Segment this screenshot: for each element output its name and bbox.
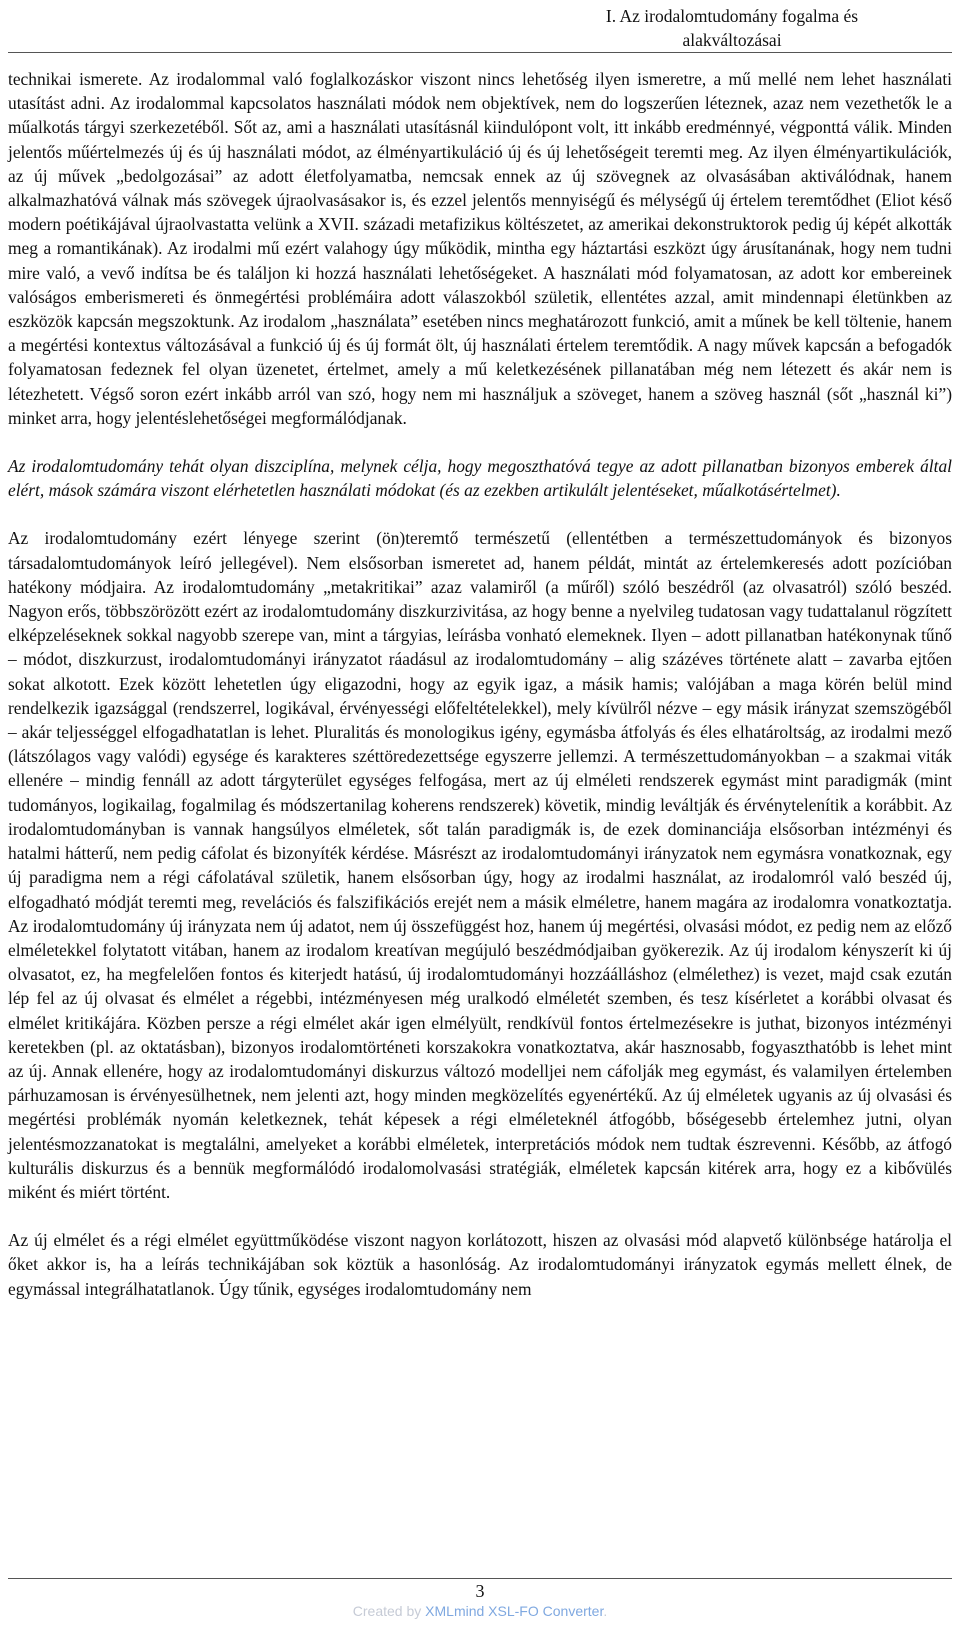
credit-suffix: . [603,1603,608,1619]
header-title-line-2: alakváltozásai [682,30,782,50]
paragraph-4: Az új elmélet és a régi elmélet együttműködése viszont nagyon korlátozott, hiszen az olvasási mód alapvető különbsége határolja el őket akkor is, ha a leírás technikájában sok köztük a hasonlóság. Az irodalomtudományi irányzatok egymás mellett élnek, de egymással integrálhatatlanok. Úgy tűnik, egységes irodalomtudomány nem [8,1230,952,1299]
header-divider [8,52,952,53]
running-header [532,4,932,52]
page-number: 3 [475,1581,485,1601]
body-text [8,67,952,1325]
generator-credit [0,1603,960,1619]
header-title-line-1: I. Az irodalomtudomány fogalma és [605,6,859,26]
credit-prefix: Created by [352,1603,426,1619]
paragraph-1: technikai ismerete. Az irodalommal való foglalkozáskor viszont nincs lehetőség ilyen ismeretre, a mű mellé nem lehet használati utasítást adni. Az irodalommal kapcsolatos használati módok nem objektívek, nem do logszerűen léteznek, azaz nem vezethetők le a műalkotás tárgyi szerkezetéből. Sőt az, ami a használati utasításnál kiindulópont volt, itt inkább eredménnyé, végponttá válik. Minden jelentős műértelmezés új és új használati módot, az élményartikuláció új és új lehetőségeit teremti meg. Az ilyen élményartikulációk, az új művek „bedolgozásai” az adott életfolyamatba, nemcsak ennek az új szövegnek az olvasásában aktiválódnak, hanem alkalmazhatóvá válnak más szövegek újraolvasásakor is, és ezzel jelentős mennyiségű és mélységű új értelem teremtődhet (Eliot késő modern poétikájával újraolvastatta velünk a XVII. századi metafizikus költészetet, az amerikai dekonstruktorok pedig új képét alkották meg a romantikának). Az irodalmi mű ezért valahogy úgy működik, mintha egy háztartási eszközt úgy árusítanának, hogy nem tudni mire való, a vevő indítsa be és találjon ki hozzá használati lehetőségeket. A használati mód folyamatosan, az adott kor embereinek valóságos emberismereti és önmegértési problémáira adott válaszokból születik, ellentétes azzal, amit mindennapi életünkben az eszközök kapcsán megszoktunk. Az irodalom „használata” esetében nincs meghatározott funkció, amit a műnek be kell töltenie, hanem a megértési kontextus változásával a funkció új és új formát ölt, új használati értelem teremtődik. A nagy művek kapcsán a befogadók folyamatosan fedeznek fel olyan üzenetet, értelmet, amely a mű keletkezésének pillanatában még nem létezett és akár nem is létezhetett. Végső soron ezért inkább arról van szó, hogy nem mi használjuk a szöveget, hanem a szöveg használ (sőt „használ ki”) minket arra, hogy jelentéslehetőségei megformálódjanak. [8,69,952,428]
footer-divider [8,1578,952,1579]
paragraph-3: Az irodalomtudomány ezért lényege szerint (ön)teremtő természetű (ellentétben a természettudományok és bizonyos társadalomtudományok leíró jellegével). Nem elsősorban ismeretet ad, hanem példát, mintát az értelemkeresés adott pozícióban hatékony módjaira. Az irodalomtudomány „metakritikai” azaz valamiről (a műről) szóló beszédről (az olvasatról) szóló beszéd. Nagyon erős, többszörözött ezért az irodalomtudomány diszkurzivitása, az hogy benne a nyelvileg tudatosan vagy tudattalanul rögzített elképzeléseknek sokkal nagyobb szerepe van, mint a tárgyias, leírásba vonható elemeknek. Ilyen – adott pillanatban hatékonynak tűnő – módot, diszkurzust, irodalomtudományi irányzatot ráadásul az irodalomtudomány – alig százéves története alatt – zavarba ejtően sokat alkotott. Ezek között lehetetlen úgy eligazodni, hogy az egyik igaz, a másik hamis; valójában a maga körén belül mind rendelkezik igazsággal (rendszerrel, logikával, érvényességi előfeltételekkel), mely kívülről nézve – egy másik irányzat szemszögéből – akár teljességgel elfogadhatatlan is lehet. Pluralitás és monologikus igény, egymásba átfolyás és éles elhatároltság, az irodalmi mező (látszólagos vagy valódi) egysége és karakteres széttöredezettsége egyszerre jellemzi. A természettudományokban – a szakmai viták ellenére – mindig fennáll az adott tárgyterület egységes felfogása, mert az új elméleti rendszerek egymást mint paradigmák (mint tudományos, logikailag, fogalmilag és módszertanilag koherens rendszerek) követik, mindig leváltják és érvénytelenítik a korábbit. Az irodalomtudományban is vannak hangsúlyos elméletek, sőt talán paradigmák is, de ezek dominanciája elsősorban intézményi és hatalmi hátterű, nem pedig cáfolat és bizonyíték kérdése. Másrészt az irodalomtudományi irányzatok nem egymásra vonatkoznak, egy új paradigma nem a régi cáfolatával születik, hanem elsősorban úgy, hogy az irodalmi használat, az irodalomról való beszéd új, elfogadható módját teremti meg, revelációs és falszifikációs erejét nem a másik elméletre, hanem magára az irodalomra vonatkoztatja. Az irodalomtudomány új irányzata nem új adatot, nem új összefüggést hoz, hanem új megértési, olvasási módot, ez pedig nem az előző elméletekkel folytatott vitában, hanem az irodalom kreatívan megújuló beszédmódjaiban gyökerezik. Az új irodalom kényszerít ki új olvasatot, ez, ha megfelelően fontos és kiterjedt hatású, új irodalomtudományi hozzáálláshoz (elmélethez) is vezet, majd csak ezután lép fel az új olvasat és elmélet a régebbi, intézményesen még uralkodó elméletét szemben, és tesz kísérletet a korábbi olvasat és elmélet kritikájára. Közben persze a régi elmélet akár igen elmélyült, rendkívül fontos értelmezésekre is juthat, bizonyos intézményi keretekben (pl. az oktatásban), bizonyos irodalomtörténeti korszakokra vonatkoztatva, akár hasznosabb, fogyaszthatóbb is lehet mint az új. Annak ellenére, hogy az irodalomtudományi diskurzus változó modelljei nem cáfolják meg egymást, és valamilyen értelemben párhuzamosan is érvényesülhetnek, nem jelenti azt, hogy minden megközelítés egyenértékű. Az új elméletek ugyanis az új olvasási és megértési problémák nyomán keletkeznek, tehát képesek a régi elméleteknél átfogóbb, bőségesebb értelemhez jutni, olyan jelentésmozzanatokat is megtalálni, amelyeket a korábbi elméletek, interpretációs módok nem tudtak észrevenni. Később, az átfogó kulturális diskurzus és a bennük megformálódó irodalomolvasási stratégiák, elméletek kapcsán kitérek arra, hogy ez a kibővülés miként és miért történt. [8,528,952,1202]
credit-brand: XMLmind XSL-FO Converter [425,1603,604,1619]
paragraph-2-italic: Az irodalomtudomány tehát olyan diszciplína, melynek célja, hogy megoszthatóvá tegye az adott pillanatban bizonyos emberek által elért, mások számára viszont elérhetetlen használati módokat (és az ezekben artikulált jelentéseket, műalkotásértelmet). [8,456,952,501]
